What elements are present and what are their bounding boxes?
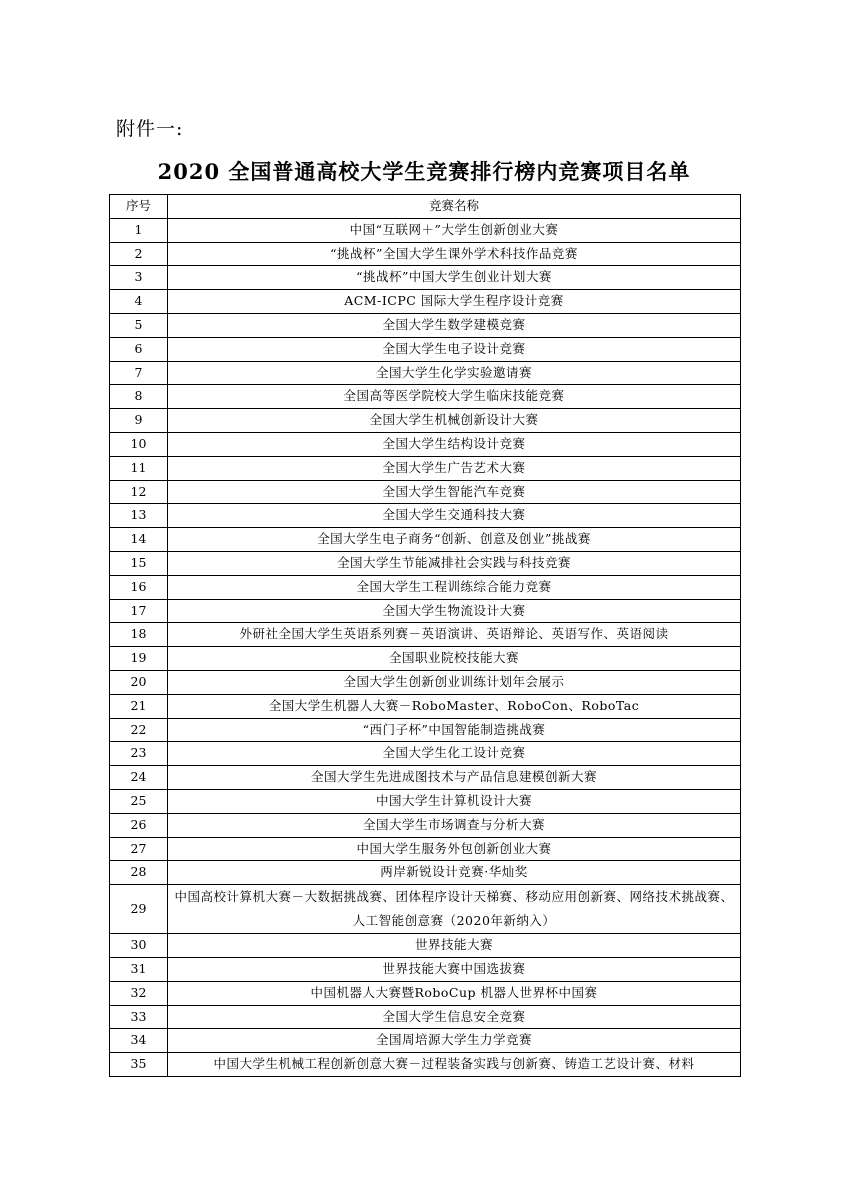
row-serial-number: 11: [110, 456, 168, 480]
table-row: [110, 885, 741, 934]
table-row: [110, 647, 741, 671]
row-serial-number: 15: [110, 551, 168, 575]
row-competition-name: 全国大学生电子商务“创新、创意及创业”挑战赛: [168, 528, 741, 552]
table-row: [110, 981, 741, 1005]
table-body: [110, 218, 741, 1076]
row-competition-name: 中国大学生机械工程创新创意大赛－过程装备实践与创新赛、铸造工艺设计赛、材料: [168, 1053, 741, 1077]
table-row: [110, 837, 741, 861]
row-serial-number: 13: [110, 504, 168, 528]
table-row: [110, 409, 741, 433]
table-row: [110, 742, 741, 766]
row-competition-name: 全国大学生市场调查与分析大赛: [168, 813, 741, 837]
row-competition-name: 两岸新锐设计竞赛·华灿奖: [168, 861, 741, 885]
row-competition-name: 全国大学生机械创新设计大赛: [168, 409, 741, 433]
row-competition-name: “挑战杯”全国大学生课外学术科技作品竞赛: [168, 242, 741, 266]
row-competition-name: 全国大学生节能减排社会实践与科技竞赛: [168, 551, 741, 575]
row-serial-number: 5: [110, 313, 168, 337]
header-competition-name: 竞赛名称: [168, 195, 741, 219]
table-row: [110, 361, 741, 385]
row-serial-number: 3: [110, 266, 168, 290]
row-serial-number: 30: [110, 934, 168, 958]
row-competition-name: 全国大学生交通科技大赛: [168, 504, 741, 528]
table-row: [110, 934, 741, 958]
row-competition-name: 全国大学生机器人大赛－RoboMaster、RoboCon、RoboTac: [168, 694, 741, 718]
row-competition-name: 中国大学生服务外包创新创业大赛: [168, 837, 741, 861]
row-competition-name: 全国大学生广告艺术大赛: [168, 456, 741, 480]
table-row: [110, 789, 741, 813]
row-serial-number: 8: [110, 385, 168, 409]
row-competition-name: 中国高校计算机大赛－大数据挑战赛、团体程序设计天梯赛、移动应用创新赛、网络技术挑战赛、人工智能创意赛（2020年新纳入）: [168, 885, 741, 934]
table-row: [110, 1029, 741, 1053]
table-row: [110, 313, 741, 337]
table-row: [110, 1005, 741, 1029]
row-competition-name: “西门子杯”中国智能制造挑战赛: [168, 718, 741, 742]
row-serial-number: 10: [110, 432, 168, 456]
row-serial-number: 20: [110, 670, 168, 694]
table-row: [110, 957, 741, 981]
row-serial-number: 24: [110, 766, 168, 790]
table-row: [110, 218, 741, 242]
document-title: 2020 全国普通高校大学生竞赛排行榜内竞赛项目名单: [157, 159, 691, 184]
table-row: [110, 1053, 741, 1077]
row-competition-name: 全国大学生数学建模竞赛: [168, 313, 741, 337]
table-row: [110, 266, 741, 290]
row-serial-number: 23: [110, 742, 168, 766]
row-serial-number: 4: [110, 290, 168, 314]
row-competition-name: 全国大学生先进成图技术与产品信息建模创新大赛: [168, 766, 741, 790]
table-row: [110, 599, 741, 623]
row-serial-number: 7: [110, 361, 168, 385]
row-competition-name: 全国高等医学院校大学生临床技能竞赛: [168, 385, 741, 409]
row-serial-number: 21: [110, 694, 168, 718]
table-row: [110, 861, 741, 885]
table-header-row: [110, 195, 741, 219]
table-row: [110, 766, 741, 790]
table-row: [110, 385, 741, 409]
table-row: [110, 551, 741, 575]
table-row: [110, 694, 741, 718]
table-row: [110, 575, 741, 599]
row-competition-name: 全国大学生工程训练综合能力竞赛: [168, 575, 741, 599]
row-competition-name: “挑战杯”中国大学生创业计划大赛: [168, 266, 741, 290]
row-serial-number: 9: [110, 409, 168, 433]
attachment-label: 附件一:: [116, 118, 184, 140]
table-row: [110, 480, 741, 504]
row-serial-number: 16: [110, 575, 168, 599]
row-serial-number: 1: [110, 218, 168, 242]
row-competition-name: 全国大学生创新创业训练计划年会展示: [168, 670, 741, 694]
row-serial-number: 6: [110, 337, 168, 361]
row-competition-name: 全国大学生信息安全竞赛: [168, 1005, 741, 1029]
row-competition-name: 全国大学生结构设计竞赛: [168, 432, 741, 456]
row-serial-number: 26: [110, 813, 168, 837]
header-serial-number: 序号: [110, 195, 168, 219]
row-competition-name: 外研社全国大学生英语系列赛－英语演讲、英语辩论、英语写作、英语阅读: [168, 623, 741, 647]
row-competition-name: 全国周培源大学生力学竞赛: [168, 1029, 741, 1053]
table-row: [110, 718, 741, 742]
row-competition-name: 全国职业院校技能大赛: [168, 647, 741, 671]
row-competition-name: 全国大学生化工设计竞赛: [168, 742, 741, 766]
table-row: [110, 813, 741, 837]
row-serial-number: 29: [110, 885, 168, 934]
table-row: [110, 528, 741, 552]
row-serial-number: 22: [110, 718, 168, 742]
row-competition-name: 中国大学生计算机设计大赛: [168, 789, 741, 813]
table-row: [110, 456, 741, 480]
row-competition-name: 中国机器人大赛暨RoboCup 机器人世界杯中国赛: [168, 981, 741, 1005]
row-competition-name: ACM-ICPC 国际大学生程序设计竞赛: [168, 290, 741, 314]
row-serial-number: 14: [110, 528, 168, 552]
table-row: [110, 337, 741, 361]
table-row: [110, 242, 741, 266]
row-serial-number: 2: [110, 242, 168, 266]
row-competition-name: 世界技能大赛: [168, 934, 741, 958]
row-serial-number: 27: [110, 837, 168, 861]
table-row: [110, 623, 741, 647]
row-competition-name: 世界技能大赛中国选拔赛: [168, 957, 741, 981]
row-serial-number: 33: [110, 1005, 168, 1029]
row-serial-number: 34: [110, 1029, 168, 1053]
row-competition-name: 全国大学生电子设计竞赛: [168, 337, 741, 361]
table-row: [110, 290, 741, 314]
row-competition-name: 全国大学生化学实验邀请赛: [168, 361, 741, 385]
row-serial-number: 19: [110, 647, 168, 671]
row-competition-name: 全国大学生物流设计大赛: [168, 599, 741, 623]
competition-table: [109, 194, 741, 1077]
row-serial-number: 32: [110, 981, 168, 1005]
row-competition-name: 全国大学生智能汽车竞赛: [168, 480, 741, 504]
row-serial-number: 31: [110, 957, 168, 981]
row-serial-number: 12: [110, 480, 168, 504]
table-row: [110, 432, 741, 456]
row-competition-name: 中国“互联网＋”大学生创新创业大赛: [168, 218, 741, 242]
table-row: [110, 504, 741, 528]
row-serial-number: 25: [110, 789, 168, 813]
row-serial-number: 17: [110, 599, 168, 623]
row-serial-number: 18: [110, 623, 168, 647]
table-row: [110, 670, 741, 694]
row-serial-number: 35: [110, 1053, 168, 1077]
row-serial-number: 28: [110, 861, 168, 885]
